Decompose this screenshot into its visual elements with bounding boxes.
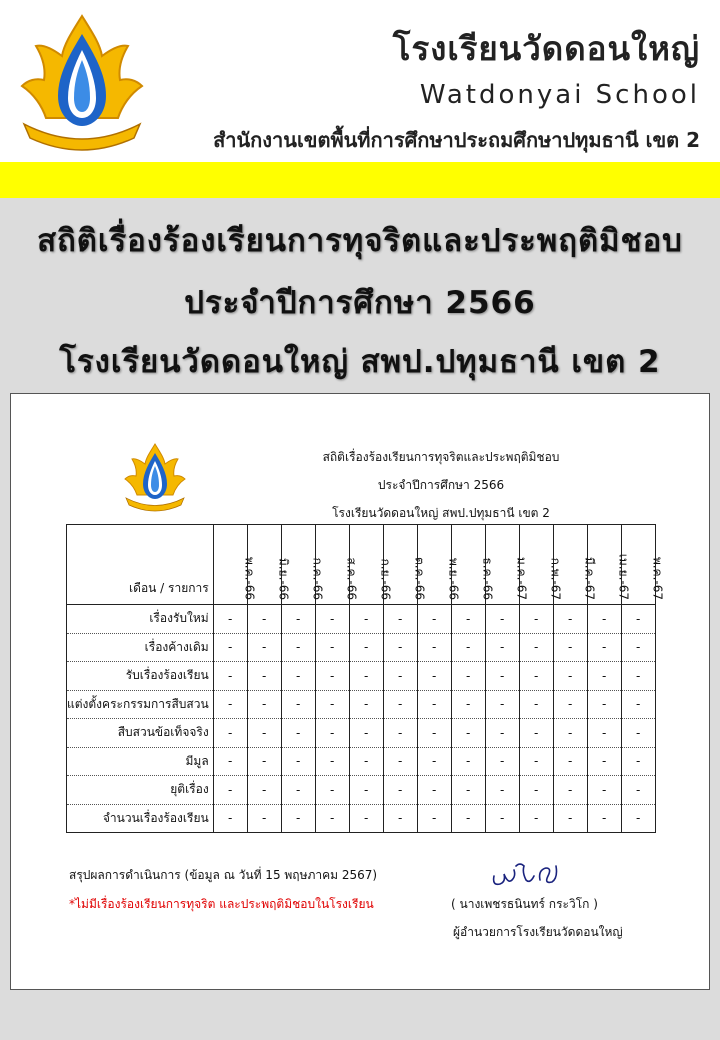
- table-cell: -: [417, 662, 451, 691]
- table-cell: -: [349, 633, 383, 662]
- table-cell: -: [315, 776, 349, 805]
- month-header: [451, 525, 495, 605]
- table-cell: -: [349, 690, 383, 719]
- table-cell: -: [349, 804, 383, 833]
- table-cell: -: [519, 605, 553, 634]
- row-label: จำนวนเรื่องร้องเรียน: [67, 804, 214, 833]
- table-cell: -: [621, 776, 655, 805]
- table-row: [67, 719, 656, 748]
- table-cell: -: [247, 633, 281, 662]
- table-cell: -: [349, 719, 383, 748]
- table-cell: -: [349, 605, 383, 634]
- table-cell: -: [213, 633, 247, 662]
- table-cell: -: [553, 633, 587, 662]
- table-cell: -: [587, 605, 621, 634]
- yellow-band: [0, 162, 720, 198]
- table-cell: -: [315, 690, 349, 719]
- table-cell: -: [349, 776, 383, 805]
- table-cell: -: [587, 804, 621, 833]
- table-cell: -: [281, 633, 315, 662]
- table-cell: -: [383, 747, 417, 776]
- table-cell: -: [451, 776, 485, 805]
- signer-name: ( นางเพชรธนินทร์ กระวิโก ): [451, 897, 598, 911]
- table-row: [67, 662, 656, 691]
- table-cell: -: [213, 690, 247, 719]
- table-cell: -: [383, 776, 417, 805]
- table-cell: -: [247, 719, 281, 748]
- month-label: พ.ย.-66: [446, 557, 461, 600]
- table-cell: -: [587, 633, 621, 662]
- table-row: [67, 804, 656, 833]
- table-cell: -: [485, 633, 519, 662]
- table-cell: -: [315, 662, 349, 691]
- table-cell: -: [553, 605, 587, 634]
- table-cell: -: [451, 804, 485, 833]
- table-cell: -: [281, 776, 315, 805]
- row-label: รับเรื่องร้องเรียน: [67, 662, 214, 691]
- statistics-table: [66, 524, 665, 833]
- table-row: [67, 747, 656, 776]
- month-label: ธ.ค.-66: [480, 557, 495, 600]
- table-cell: -: [553, 719, 587, 748]
- school-name-thai: โรงเรียนวัดดอนใหญ่: [392, 29, 700, 68]
- month-label: ม.ค.-67: [514, 556, 529, 600]
- table-cell: -: [349, 662, 383, 691]
- month-label: มี.ค.-67: [582, 556, 597, 600]
- table-cell: -: [247, 804, 281, 833]
- page-title-line-3: โรงเรียนวัดดอนใหญ่ สพป.ปทุมธานี เขต 2: [59, 344, 661, 380]
- table-cell: -: [213, 719, 247, 748]
- table-cell: -: [213, 662, 247, 691]
- table-cell: -: [587, 719, 621, 748]
- month-label: ก.พ.-67: [548, 557, 563, 600]
- table-cell: -: [349, 747, 383, 776]
- table-cell: -: [587, 776, 621, 805]
- statistics-document: [10, 393, 710, 990]
- table-cell: -: [315, 747, 349, 776]
- table-corner-header: เดือน / รายการ: [67, 525, 214, 605]
- table-cell: -: [247, 747, 281, 776]
- table-cell: -: [281, 605, 315, 634]
- table-cell: -: [485, 662, 519, 691]
- doc-title-line-2: ประจำปีการศึกษา 2566: [377, 478, 505, 492]
- table-cell: -: [281, 662, 315, 691]
- month-label: ต.ค.-66: [412, 556, 427, 600]
- table-cell: -: [281, 690, 315, 719]
- table-cell: -: [213, 605, 247, 634]
- table-cell: -: [587, 747, 621, 776]
- table-cell: -: [451, 662, 485, 691]
- row-label: เรื่องค้างเดิม: [67, 633, 214, 662]
- table-row: [67, 605, 656, 634]
- row-label: เรื่องรับใหม่: [67, 605, 214, 634]
- doc-title-line-1: สถิติเรื่องร้องเรียนการทุจริตและประพฤติมิชอบ: [322, 450, 560, 464]
- table-cell: -: [247, 776, 281, 805]
- table-cell: -: [485, 719, 519, 748]
- table-cell: -: [587, 662, 621, 691]
- table-cell: -: [451, 719, 485, 748]
- page-title-line-1: สถิติเรื่องร้องเรียนการทุจริตและประพฤติมิชอบ: [37, 223, 683, 259]
- table-cell: -: [281, 804, 315, 833]
- table-row: [67, 776, 656, 805]
- table-cell: -: [621, 804, 655, 833]
- signature-icon: [486, 854, 586, 894]
- month-header: [485, 525, 529, 605]
- month-label: พ.ค.-66: [242, 556, 257, 600]
- table-cell: -: [383, 804, 417, 833]
- table-cell: -: [553, 662, 587, 691]
- page-header: [0, 0, 720, 162]
- month-label: พ.ค.-67: [650, 556, 665, 600]
- table-row: [67, 690, 656, 719]
- table-cell: -: [485, 747, 519, 776]
- month-label: มิ.ย.-66: [276, 557, 291, 600]
- month-header: [519, 525, 563, 605]
- table-cell: -: [383, 719, 417, 748]
- table-cell: -: [451, 605, 485, 634]
- education-office: สำนักงานเขตพื้นที่การศึกษาประถมศึกษาปทุมธานี เขต 2: [213, 128, 700, 152]
- table-cell: -: [213, 804, 247, 833]
- month-header: [383, 525, 427, 605]
- table-cell: -: [519, 690, 553, 719]
- table-cell: -: [417, 747, 451, 776]
- table-cell: -: [417, 605, 451, 634]
- table-cell: -: [485, 804, 519, 833]
- table-cell: -: [383, 633, 417, 662]
- month-label: เม.ย.-67: [616, 553, 631, 600]
- table-cell: -: [247, 605, 281, 634]
- school-name-english: Watdonyai School: [419, 80, 700, 110]
- table-cell: -: [417, 804, 451, 833]
- table-cell: -: [451, 690, 485, 719]
- signer-position: ผู้อำนวยการโรงเรียนวัดดอนใหญ่: [453, 925, 623, 939]
- table-cell: -: [213, 776, 247, 805]
- table-cell: -: [621, 719, 655, 748]
- table-header-row: [67, 525, 656, 605]
- table-cell: -: [553, 690, 587, 719]
- row-label: มีมูล: [67, 747, 214, 776]
- table-cell: -: [553, 804, 587, 833]
- month-header: [281, 525, 325, 605]
- month-header: [315, 525, 359, 605]
- row-label: สืบสวนข้อเท็จจริง: [67, 719, 214, 748]
- table-cell: -: [417, 690, 451, 719]
- table-cell: -: [417, 776, 451, 805]
- table-cell: -: [485, 605, 519, 634]
- row-label: ยุติเรื่อง: [67, 776, 214, 805]
- table-cell: -: [587, 690, 621, 719]
- table-cell: -: [315, 605, 349, 634]
- month-header: [349, 525, 393, 605]
- table-body: [67, 605, 656, 833]
- table-cell: -: [383, 690, 417, 719]
- table-cell: -: [213, 747, 247, 776]
- month-header: [587, 525, 631, 605]
- table-cell: -: [519, 719, 553, 748]
- table-cell: -: [519, 662, 553, 691]
- table-cell: -: [417, 633, 451, 662]
- table-cell: -: [281, 747, 315, 776]
- row-label: แต่งตั้งคระกรรมการสืบสวน: [67, 690, 214, 719]
- month-header: [417, 525, 461, 605]
- table-cell: -: [383, 605, 417, 634]
- month-label: ส.ค.-66: [344, 557, 359, 600]
- summary-text: สรุปผลการดำเนินการ (ข้อมูล ณ วันที่ 15 พฤษภาคม 2567): [69, 868, 378, 882]
- page-title-line-2: ประจำปีการศึกษา 2566: [184, 285, 536, 321]
- month-label: ก.ค.-66: [310, 557, 325, 600]
- note-text: *ไม่มีเรื่องร้องเรียนการทุจริต และประพฤติมิชอบในโรงเรียน: [69, 897, 374, 911]
- table-cell: -: [485, 690, 519, 719]
- table-cell: -: [519, 633, 553, 662]
- table-cell: -: [621, 633, 655, 662]
- table-cell: -: [621, 662, 655, 691]
- month-header: [553, 525, 597, 605]
- table-cell: -: [247, 690, 281, 719]
- table-cell: -: [519, 804, 553, 833]
- month-label: ก.ย.-66: [378, 558, 393, 600]
- school-logo-icon: [14, 14, 150, 154]
- table-cell: -: [315, 719, 349, 748]
- table-cell: -: [315, 804, 349, 833]
- table-cell: -: [451, 747, 485, 776]
- table-cell: -: [451, 633, 485, 662]
- month-header: [213, 525, 257, 605]
- table-cell: -: [519, 747, 553, 776]
- month-header: [621, 525, 665, 605]
- table-cell: -: [621, 747, 655, 776]
- table-cell: -: [621, 690, 655, 719]
- table-cell: -: [553, 776, 587, 805]
- table-cell: -: [417, 719, 451, 748]
- table-cell: -: [315, 633, 349, 662]
- table-cell: -: [485, 776, 519, 805]
- table-cell: -: [621, 605, 655, 634]
- table-cell: -: [383, 662, 417, 691]
- table-cell: -: [553, 747, 587, 776]
- table-row: [67, 633, 656, 662]
- school-logo-small-icon: [121, 440, 189, 516]
- table-cell: -: [247, 662, 281, 691]
- table-cell: -: [519, 776, 553, 805]
- month-header: [247, 525, 291, 605]
- doc-title-line-3: โรงเรียนวัดดอนใหญ่ สพป.ปทุมธานี เขต 2: [332, 506, 550, 520]
- table-cell: -: [281, 719, 315, 748]
